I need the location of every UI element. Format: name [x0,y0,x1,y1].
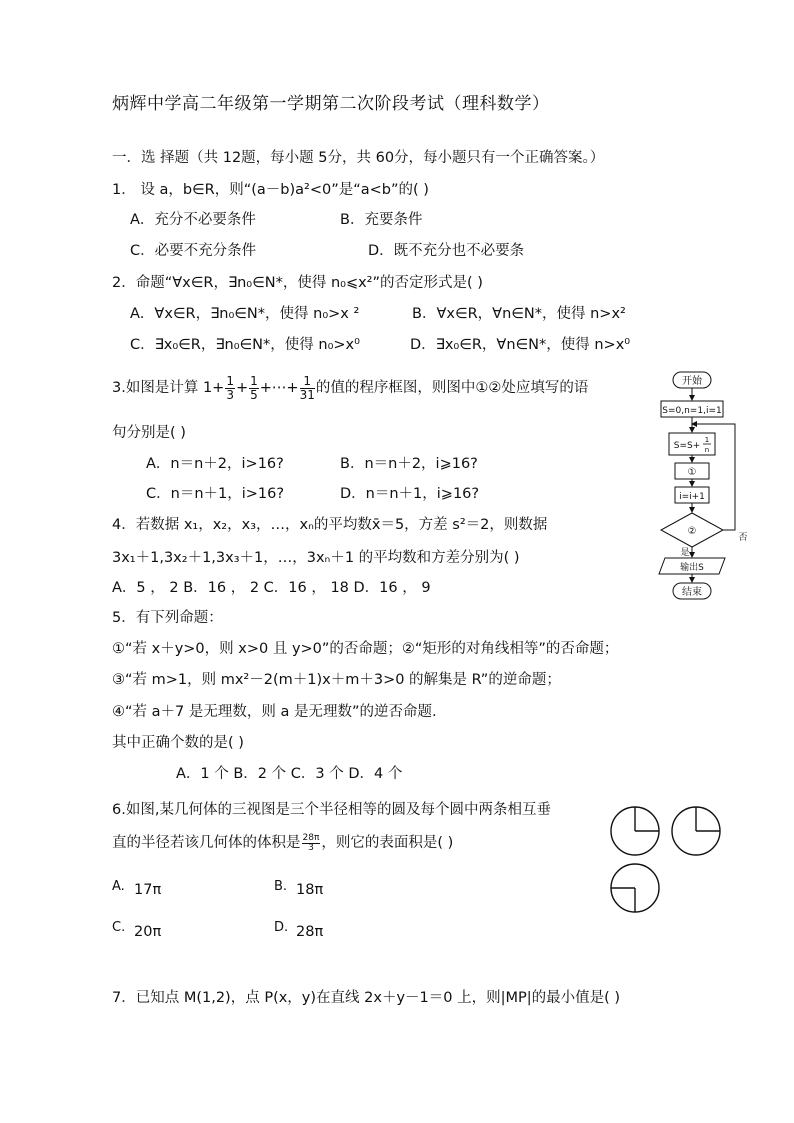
q3-ellipsis: +⋯+ [259,380,299,396]
section-heading: 一．选 择题（共 12题，每小题 5分，共 60分，每小题只有一个正确答案。） [112,150,605,166]
q2-stem: 2．命题“∀x∈R，∃n₀∈N*，使得 n₀⩽x²”的否定形式是( ) [112,275,483,291]
flowchart-start-label: 开始 [682,376,702,387]
q3-plus: + [235,380,249,396]
flowchart-no-label: 否 [738,533,748,543]
q6-option-c[interactable]: 20π [134,924,162,940]
q3-fraction-1 [225,375,235,402]
q4-options[interactable]: A．5 ， 2 B．16 ， 2 C．16 ， 18 D．16 ， 9 [112,580,431,596]
q6-stem-cont [112,828,453,858]
q1-stem: 1． 设 a，b∈R，则“(a－b)a²<0”是“a<b”的( ) [112,182,429,198]
q3-stem-suffix: 的值的程序框图，则图中①②处应填写的语 [315,380,589,396]
q6-option-a[interactable]: 17π [134,882,162,898]
q3-stem-cont: 句分别是( ) [112,425,186,441]
q3-option-a[interactable]: A．n＝n＋2，i>16? [146,456,284,472]
q3-option-d[interactable]: D．n＝n＋1，i⩾16? [340,486,480,502]
q6-option-c-letter: C. [112,920,126,935]
q3-fraction-2 [249,375,259,402]
flowchart-yes-label: 是 [680,548,690,558]
q4-stem-cont: 3x₁＋1,3x₂＋1,3x₃＋1，…，3xₙ＋1 的平均数和方差分别为( ) [112,550,520,566]
q3-fraction-3-num: 1 [300,375,315,389]
exam-title: 炳辉中学高二年级第一学期第二次阶段考试（理科数学） [112,94,550,114]
flowchart-update-num: 1 [704,436,710,444]
q3-stem-prefix: 3.如图是计算 1+ [112,380,225,396]
q4-stem: 4．若数据 x₁，x₂，x₃，…，xₙ的平均数x̄＝5，方差 s²＝2，则数据 [112,517,548,533]
front-view-circle [611,807,659,855]
flowchart-condition-label: ② [687,526,697,537]
flowchart-step1-label: ① [687,467,697,478]
q6-stem-cont-suffix: ，则它的表面积是( ) [321,835,454,851]
q3-fraction-3 [300,375,315,402]
q3-fraction-2-num: 1 [250,373,258,388]
q6-option-d[interactable]: 28π [296,924,324,940]
q2-option-b[interactable]: B．∀x∈R，∀n∈N*，使得 n>x² [412,306,626,322]
q5-proposition-3: ③“若 m>1，则 mx²－2(m＋1)x＋m＋3>0 的解集是 R”的逆命题； [112,672,561,688]
q6-option-b-letter: B. [274,879,288,894]
q6-stem-cont-prefix: 直的半径若该几何体的体积是 [112,835,301,851]
flowchart-loop-line [692,424,735,530]
q1-option-a[interactable]: A．充分不必要条件 [130,212,256,228]
q3-fraction-1-den: 3 [226,387,234,402]
q2-option-a[interactable]: A．∀x∈R，∃n₀∈N*，使得 n₀>x ² [130,306,360,322]
q3-fraction-2-den: 5 [250,387,258,402]
q3-stem [112,372,588,404]
flowchart-update-den: n [704,446,710,454]
q6-volume-den: 3 [308,842,314,853]
q3-fraction-1-num: 1 [226,373,234,388]
q2-option-d[interactable]: D．∃x₀∈R，∀n∈N*，使得 n>x⁰ [410,337,631,353]
q2-option-c[interactable]: C．∃x₀∈R，∃n₀∈N*，使得 n₀>x⁰ [130,337,360,353]
flowchart-end-label: 结束 [682,587,702,598]
q1-option-b[interactable]: B．充要条件 [340,212,423,228]
q5-stem: 5．有下列命题： [112,610,223,626]
q6-volume-num: 28π [302,832,320,843]
q3-fraction-3-den: 31 [299,387,315,402]
q7-stem: 7．已知点 M(1,2)，点 P(x，y)在直线 2x＋y－1＝0 上，则|MP|的最小值是( ) [112,990,621,1006]
q6-volume-fraction [302,834,321,853]
q6-option-b[interactable]: 18π [296,882,324,898]
q5-options[interactable]: A．1 个 B．2 个 C．3 个 D．4 个 [176,766,403,782]
flowchart-init-label: S=0,n=1,i=1 [662,406,722,416]
flowchart-diagram [655,368,765,604]
flowchart-update-label: S=S+ [673,441,701,451]
top-view-circle [611,864,659,912]
q5-proposition-1-2: ①“若 x＋y>0，则 x>0 且 y>0”的否命题；②“矩形的对角线相等”的否命题； [112,641,619,657]
q6-stem: 6.如图,某几何体的三视图是三个半径相等的圆及每个圆中两条相互垂 [112,802,551,818]
q1-option-c[interactable]: C．必要不充分条件 [130,243,257,259]
flowchart-increment-label: i=i+1 [679,492,705,502]
flowchart-output-label: 输出S [680,563,704,573]
q6-option-a-letter: A. [112,879,125,894]
q3-option-c[interactable]: C．n＝n＋1，i>16? [146,486,285,502]
side-view-circle [672,807,720,855]
q5-ask: 其中正确个数的是( ) [112,735,244,751]
q6-option-d-letter: D. [274,920,289,935]
q5-proposition-4: ④“若 a＋7 是无理数，则 a 是无理数”的逆否命题. [112,704,437,720]
q3-option-b[interactable]: B．n＝n＋2，i⩾16? [340,456,478,472]
q1-option-d[interactable]: D．既不充分也不必要条 [368,243,525,259]
three-view-figure [604,800,734,920]
